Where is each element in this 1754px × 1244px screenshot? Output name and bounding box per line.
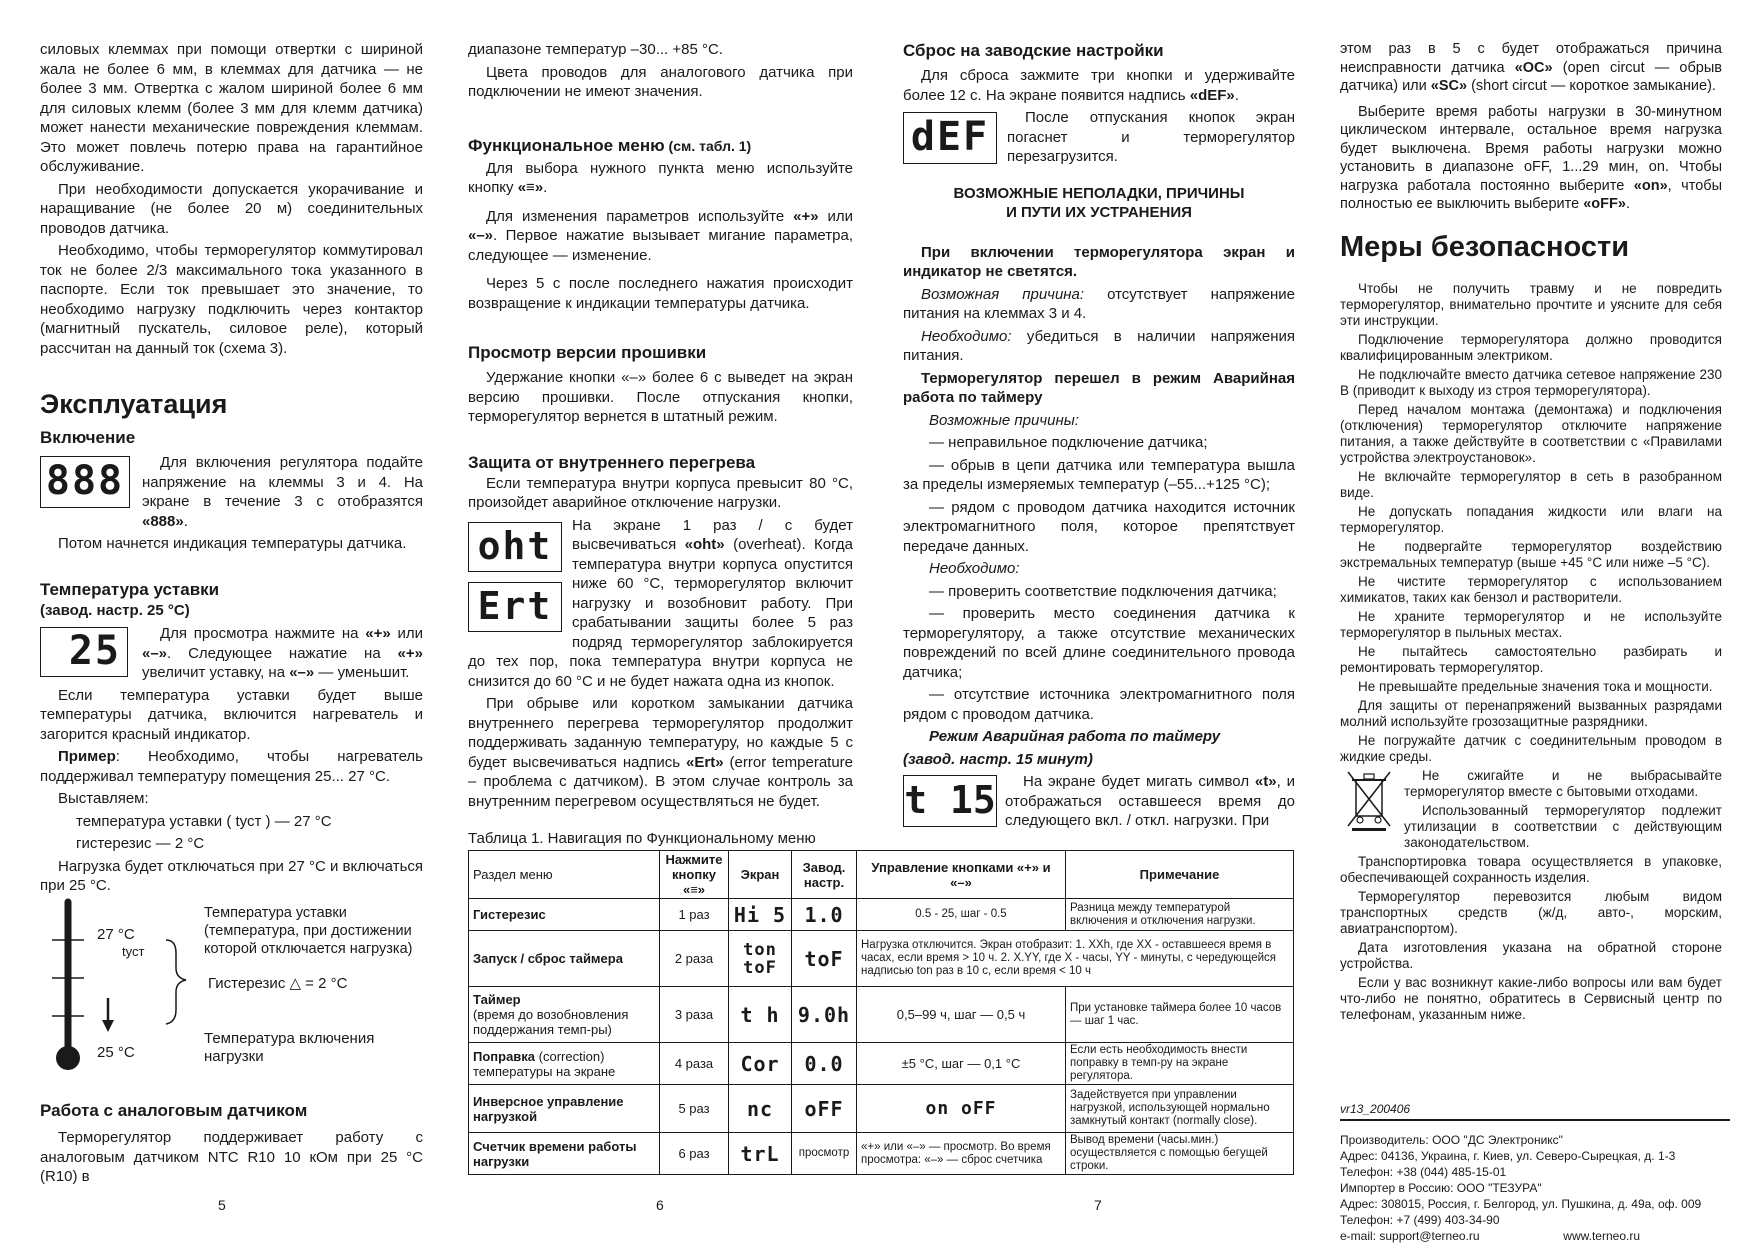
th-note: Примечание — [1066, 851, 1294, 899]
t3-p-b: «t» — [1254, 773, 1277, 790]
t1-cause: отсутствует напряжение питания на клеммах 3 и 4. — [903, 285, 1295, 322]
example-label: Пример — [58, 748, 116, 765]
p1a: этом раз в 5 с будет отображаться причина неисправности датчика — [1340, 41, 1722, 76]
power-on-text2: Потом начнется индикация температуры датчика. — [58, 535, 407, 552]
table-row — [469, 1043, 1294, 1085]
p2c: , чтобы полностью ее выключить выберите — [1340, 177, 1722, 212]
menu-p2c: или — [818, 207, 853, 225]
safety-4: Перед началом монтажа (демонтажа) и подключения (отключения) терморегулятор отключите напряжение питания, а также действуйте в соответствии с «Правилами устройства электроустановок». — [1340, 401, 1722, 465]
th-press: Нажмите кнопку «≡» — [660, 851, 729, 899]
trouble-2-need-label: Необходимо: — [929, 560, 1020, 577]
menu-p1a: Для выбора нужного пункта меню используйте кнопку — [468, 159, 853, 196]
heading-power-on: Включение — [40, 428, 136, 447]
row-screen: t h — [729, 987, 792, 1043]
p2d: «oFF» — [1583, 196, 1626, 212]
reset-text-1 — [903, 66, 1295, 105]
therm-label-on: Температура включения нагрузки — [204, 1030, 375, 1065]
trouble-3-text — [1005, 772, 1295, 831]
table-row — [469, 899, 1294, 931]
row-name-sub: (время до возобновления поддержания темп-ры) — [473, 1007, 629, 1037]
setpoint-text2: Если температура уставки будет выше температуры датчика, включится нагреватель и загорится красный индикатор. — [40, 686, 423, 743]
ovh-p2c: (overheat). Когда температура внутри корпуса опустится ниже 60 °С, терморегулятор включит нагрузку и возобновит работу. При срабатывании защиты более 5 раз подряд терморегулятор заблокируется до тех пор, пока температура внутри корпуса не снизится до 60 °С и не будет нажата одна из кнопок. — [468, 536, 853, 690]
setpoint-text — [142, 624, 423, 683]
safety-18: Дата изготовления указана на обратной стороне устройства. — [1340, 939, 1722, 971]
trouble-3-title-1: Режим Аварийная работа по таймеру — [929, 728, 1221, 745]
row-press: 2 раза — [660, 931, 729, 987]
trouble-1-cause — [903, 285, 1295, 324]
row-screen: Hi 5 — [729, 899, 792, 931]
trouble-2-cause-2: — обрыв в цепи датчика или температура вышла за пределы измеряемых температур (–55...+125 °С); — [903, 456, 1295, 493]
display-ert: Ert — [468, 582, 562, 632]
example-text — [40, 747, 423, 786]
overheat-text-3 — [468, 694, 853, 811]
safety-5: Не включайте терморегулятор в сеть в разобранном виде. — [1340, 468, 1722, 500]
safety-6: Не допускать попадания жидкости или влаги на терморегулятор. — [1340, 503, 1722, 535]
trouble-2-cause-1: — неправильное подключение датчика; — [929, 434, 1208, 451]
row-name: Гистерезис — [469, 899, 660, 931]
wires-paragraph: Цвета проводов для аналогового датчика при подключении не имеют значения. — [468, 63, 853, 100]
trouble-2-need-1: — проверить соответствие подключения датчика; — [929, 582, 1277, 600]
therm-27: 27 °С — [97, 926, 135, 943]
heading-trouble-2: И ПУТИ ИХ УСТРАНЕНИЯ — [1006, 204, 1192, 221]
manufacturer-block — [1340, 1132, 1730, 1244]
load-text: Нагрузка будет отключаться при 27 °С и включаться при 25 °С. — [40, 857, 424, 894]
menu-p2e: . Первое нажатие вызывает мигание параметра, следующее — изменение. — [468, 227, 853, 264]
therm-25: 25 °С — [97, 1044, 135, 1061]
row-control: 0,5–99 ч, шаг — 0,5 ч — [857, 987, 1066, 1043]
display-888: 888 — [40, 456, 130, 508]
extension-paragraph: При необходимости допускается укорачивание и наращивание (не более 20 м) соединительных проводов датчика. — [40, 180, 423, 237]
mfg-website[interactable]: www.terneo.ru — [1563, 1229, 1640, 1243]
row-name: Инверсное управление нагрузкой — [469, 1085, 660, 1133]
safety-19: Если у вас возникнут какие-либо вопросы или вам будет что-либо не понятно, обратитесь в Сервисный центр по телефонам, указанным ниже. — [1340, 974, 1722, 1022]
heading-exploitation: Эксплуатация — [40, 389, 228, 419]
recycle-bin-crossed-icon — [1344, 770, 1394, 832]
t1-need: убедиться в наличии напряжения питания. — [903, 327, 1295, 364]
display-oht: oht — [468, 522, 562, 572]
row-control: Нагрузка отключится. Экран отобразит: 1. XXh, где XX - оставшееся время в часах, если время > 10 ч. 2. X.YY, где X - часы, YY - минуты, с чередующейся надписью ton раз в 10 с, если время < 10 ч — [857, 931, 1294, 987]
power-on-text-a: Для включения регулятора подайте напряжение на клеммы 3 и 4. На экране в течение 3 с отобразятся — [142, 454, 423, 510]
safety-12: Для защиты от перенапряжений вызванных разрядами молний используйте грозозащитные разрядники. — [1340, 697, 1722, 729]
sp-c: . Следующее нажатие на — [167, 644, 398, 662]
menu-table — [468, 850, 1294, 1175]
safety-8: Не чистите терморегулятор с использованием химикатов, таких как бензол и растворители. — [1340, 573, 1722, 605]
page-number-5: 5 — [218, 1197, 226, 1213]
reset-text-2: После отпускания кнопок экран погаснет и терморегулятор перезагрузится. — [1007, 109, 1295, 165]
heading-menu-ref: (см. табл. 1) — [664, 137, 752, 154]
safety-15: Использованный терморегулятор подлежит утилизации в соответствии с действующим законодательством. — [1404, 802, 1722, 850]
mfg-line-6: Телефон: +7 (499) 403-34-90 — [1340, 1213, 1500, 1227]
row-press: 3 раза — [660, 987, 729, 1043]
page-7-column — [903, 40, 1295, 834]
ovh-p2a: На экране 1 раз / с будет высвечиваться — [572, 516, 853, 553]
table-caption: Таблица 1. Навигация по Функциональному меню — [468, 830, 816, 847]
page-number-7: 7 — [1094, 1197, 1102, 1213]
menu-p2a: Для изменения параметров используйте — [486, 207, 794, 225]
p1b: «OC» — [1514, 59, 1553, 76]
set-line-2: гистерезис — 2 °С — [76, 835, 205, 852]
firmware-text: Удержание кнопки «–» более 6 с выведет на экран версию прошивки. После отпускания кнопки, терморегулятор вернется в штатный режим. — [468, 369, 853, 425]
t3-p-a: На экране будет мигать символ — [1023, 773, 1255, 790]
row-press: 4 раза — [660, 1043, 729, 1085]
row-default: просмотр — [792, 1133, 857, 1175]
p1e: (short circut — короткое замыкание). — [1467, 78, 1716, 94]
safety-11: Не превышайте предельные значения тока и мощности. — [1358, 678, 1713, 694]
power-on-888: «888» — [142, 512, 184, 530]
row-name: Поправка — [473, 1048, 536, 1064]
menu-p1b: «≡» — [517, 179, 544, 196]
menu-p2b: «+» — [793, 207, 819, 225]
analog-section — [40, 1100, 423, 1190]
menu-p1c: . — [543, 179, 548, 196]
safety-14: Не сжигайте и не выбрасывайте терморегулятор вместе с бытовыми отходами. — [1404, 767, 1722, 799]
row-note: Вывод времени (часы.мин.) осуществляется с помощью бегущей строки. — [1066, 1133, 1294, 1175]
heading-safety: Меры безопасности — [1340, 230, 1630, 263]
reset-p1b: «dEF» — [1189, 86, 1235, 104]
row-default: toF — [792, 931, 857, 987]
safety-10: Не пытайтесь самостоятельно разбирать и ремонтировать терморегулятор. — [1340, 643, 1722, 675]
mfg-line-3: Телефон: +38 (044) 485-15-01 — [1340, 1165, 1507, 1179]
heading-setpoint: Температура уставки — [40, 579, 220, 599]
trouble-2-causes-label: Возможные причины: — [929, 411, 1079, 429]
current-paragraph: Необходимо, чтобы терморегулятор коммутировал ток не более 2/3 максимального тока указанного в паспорте. Если ток превышает это значение, то необходимо нагрузку подключить через контактор (магнитный пускатель, силовое реле), который рассчитан на данный ток (схема 3). — [40, 242, 423, 357]
row-press: 1 раз — [660, 899, 729, 931]
heading-menu — [468, 135, 853, 157]
row-screen: Cor — [729, 1043, 792, 1085]
row-name-sub: (correction) температуры на экране — [473, 1048, 616, 1079]
heading-overheat: Защита от внутреннего перегрева — [468, 452, 756, 472]
example-body: : Необходимо, чтобы нагреватель поддерживал температуру помещения 25... 27 °С. — [40, 748, 423, 785]
row-screen: trL — [729, 1133, 792, 1175]
therm-tust: tуст — [122, 944, 145, 959]
row-name: Счетчик времени работы нагрузки — [469, 1133, 660, 1175]
row-screen: nc — [729, 1085, 792, 1133]
menu-text-1 — [468, 159, 853, 198]
display-def: dEF — [903, 112, 997, 164]
row-press: 5 раз — [660, 1085, 729, 1133]
therm-label-hysteresis: Гистерезис △ = 2 °С — [208, 975, 348, 992]
row-screen: ton toF — [729, 931, 792, 987]
row-note: Если есть необходимость внести поправку в темп-ру на экране регулятора. — [1066, 1043, 1294, 1085]
back-column — [1340, 40, 1722, 1026]
table-row — [469, 1085, 1294, 1133]
load-time-text — [1340, 103, 1722, 214]
ovh-p3c: (error temperature – проблема с датчиком). В этом случае контроль за внутренним перегревом осуществляться не будет. — [468, 753, 854, 810]
th-section: Раздел меню — [469, 851, 660, 899]
row-control: ±5 °С, шаг — 0,1 °С — [857, 1043, 1066, 1085]
trouble-1-need — [903, 327, 1295, 366]
sp-d: увеличит уставку, на — [142, 664, 290, 681]
row-default: 0.0 — [792, 1043, 857, 1085]
display-t15: t 15 — [903, 775, 997, 827]
mfg-line-1: Производитель: ООО "ДС Электроникс" — [1340, 1133, 1563, 1147]
page-6-column — [468, 40, 853, 814]
footer-divider — [1340, 1119, 1730, 1121]
table-header-row — [469, 851, 1294, 899]
heading-trouble-1: ВОЗМОЖНЫЕ НЕПОЛАДКИ, ПРИЧИНЫ — [953, 184, 1245, 202]
safety-16: Транспортировка товара осуществляется в упаковке, обеспечивающей сохранность изделия. — [1340, 853, 1722, 885]
setpoint-factory: (завод. настр. 25 °С) — [40, 601, 190, 619]
sp-e: — уменьшит. — [314, 664, 410, 681]
safety-2: Подключение терморегулятора должно проводится квалифицированным электриком. — [1340, 331, 1722, 363]
thermometer-diagram — [40, 898, 423, 1078]
page-number-6: 6 — [656, 1197, 664, 1213]
ovh-p2b: «oht» — [684, 536, 725, 553]
mfg-line-5: Адрес: 308015, Россия, г. Белгород, ул. Пушкина, д. 49а, оф. 009 — [1340, 1197, 1702, 1211]
sp-minus2: «–» — [289, 664, 315, 681]
set-label: Выставляем: — [58, 790, 149, 807]
heading-analog: Работа с аналоговым датчиком — [40, 1101, 308, 1120]
safety-17: Терморегулятор перевозится любым видом транспортных средств (ж/д, авто-, морским, авиатранспортом). — [1340, 888, 1722, 936]
sp-a: Для просмотра нажмите на — [160, 625, 366, 642]
row-name-cell — [469, 1043, 660, 1085]
th-control: Управление кнопками «+» и «–» — [857, 851, 1066, 899]
th-screen: Экран — [729, 851, 792, 899]
row-default: 9.0h — [792, 987, 857, 1043]
row-note: Задействуется при управлении нагрузкой, использующей нормально замкнутый контакт (normally close). — [1066, 1085, 1294, 1133]
p2a: Выберите время работы нагрузки в 30-минутном циклическом интервале, остальное время нагрузка будет выключена. Время работы нагрузки можно установить в диапазоне oFF, 1...29 мин, on. Чтобы нагрузка работала постоянно выберите — [1340, 103, 1722, 194]
t1-cause-label: Возможная причина: — [921, 285, 1085, 303]
mfg-line-4: Импортер в Россию: ООО "ТЕЗУРА" — [1340, 1181, 1542, 1195]
ovh-p3a: При обрыве или коротком замыкании датчика внутреннего перегрева терморегулятор продолжит поддерживать заданную температуру, но каждые 5 с будет высвечиваться надпись — [468, 695, 853, 771]
power-on-text-c: . — [183, 512, 188, 530]
t1-need-label: Необходимо: — [921, 327, 1012, 345]
table-row — [469, 931, 1294, 987]
row-default: oFF — [792, 1085, 857, 1133]
sp-plus: «+» — [365, 625, 391, 642]
reset-p1a: Для сброса зажмите три кнопки и удерживайте более 12 с. На экране появится надпись — [903, 67, 1295, 104]
safety-9: Не храните терморегулятор и не используйте терморегулятор в пыльных местах. — [1340, 608, 1722, 640]
cont-paragraph: силовых клеммах при помощи отвертки с шириной жала не более 6 мм, в клеммах для датчика — не более 3 мм. Отвертка с жалом шириной более 6 мм для силовых клемм (более 3 мм для клемм датчика) может нанести механические повреждения клеммам. Это может повлечь потерю права на гарантийное обслуживание. — [40, 41, 423, 175]
p2b: «on» — [1633, 177, 1668, 194]
row-name-cell — [469, 987, 660, 1043]
row-default: 1.0 — [792, 899, 857, 931]
row-control: 0.5 - 25, шаг - 0.5 — [857, 899, 1066, 931]
set-line-1: температура уставки ( tуст ) — 27 °С — [76, 812, 332, 830]
range-paragraph: диапазоне температур –30... +85 °С. — [468, 41, 723, 58]
row-note: Разница между температурой включения и отключения нагрузки. — [1066, 899, 1294, 931]
sp-plus2: «+» — [397, 644, 423, 662]
power-on-text — [142, 453, 423, 531]
heading-firmware: Просмотр версии прошивки — [468, 343, 707, 362]
analog-text: Терморегулятор поддерживает работу с аналоговым датчиком NTC R10 10 кОм при 25 °С (R10) в — [40, 1129, 423, 1185]
ovh-p3b: «Ert» — [686, 753, 724, 771]
p1c: (open circut — обрыв датчика) или — [1340, 59, 1722, 94]
row-press: 6 раз — [660, 1133, 729, 1175]
row-control: on oFF — [857, 1085, 1066, 1133]
menu-p2d: «–» — [468, 227, 494, 244]
trouble-2-title: Терморегулятор перешел в режим Аварийная работа по таймеру — [903, 369, 1295, 406]
row-name: Запуск / сброс таймера — [469, 931, 660, 987]
sp-minus: «–» — [142, 644, 168, 662]
table-row — [469, 1133, 1294, 1175]
row-control: «+» или «–» — просмотр. Во время просмотра: «–» — сброс счетчика — [857, 1133, 1066, 1175]
th-default: Завод. настр. — [792, 851, 857, 899]
mfg-email[interactable]: e-mail: support@terneo.ru — [1340, 1229, 1480, 1243]
p1d: «SC» — [1430, 78, 1468, 94]
menu-text-2 — [468, 207, 853, 266]
safety-13: Не погружайте датчик с соединительным проводом в жидкие среды. — [1340, 732, 1722, 764]
trouble-2-need-2: — проверить место соединения датчика к терморегулятору, а также отсутствие механических повреждений по всей длине соединительного провода датчика; — [903, 605, 1295, 681]
reset-p1c: . — [1234, 86, 1239, 104]
heading-menu-main: Функциональное меню — [468, 135, 665, 155]
menu-text-3: Через 5 с после последнего нажатия происходит возвращение к индикации температуры датчика. — [468, 275, 853, 312]
therm-label-setpoint: Температура уставки (температура, при достижении которой отключается нагрузка) — [204, 905, 413, 957]
row-name: Таймер — [473, 992, 521, 1007]
heading-reset: Сброс на заводские настройки — [903, 41, 1164, 60]
mfg-line-2: Адрес: 04136, Украина, г. Киев, ул. Северо-Сырецкая, д. 1-3 — [1340, 1149, 1676, 1163]
p2e: . — [1625, 196, 1630, 212]
page-5-column — [40, 40, 423, 899]
trouble-2-cause-3: — рядом с проводом датчика находится источник электромагнитного поля, которое препятствует передаче данных. — [903, 498, 1295, 555]
trouble-1-title: При включении терморегулятора экран и индикатор не светятся. — [903, 243, 1295, 280]
trouble-3-title-2: (завод. настр. 15 минут) — [903, 750, 1093, 768]
t3-p-c: , и отображаться оставшееся время до следующего вкл. / откл. нагрузки. При — [1005, 773, 1295, 829]
safety-3: Не подключайте вместо датчика сетевое напряжение 230 В (приводит к выходу из строя терморегулятора). — [1340, 366, 1722, 398]
sp-b: или — [390, 625, 423, 642]
table-row — [469, 987, 1294, 1043]
safety-7: Не подвергайте терморегулятор воздействию экстремальных температур (выше +45 °С или ниже –5 °С). — [1340, 538, 1722, 570]
row-note: При установке таймера более 10 часов — шаг 1 час. — [1066, 987, 1294, 1043]
overheat-text-1: Если температура внутри корпуса превысит 80 °С, произойдет аварийное отключение нагрузки. — [468, 474, 853, 511]
display-25: 25 — [40, 627, 128, 677]
fault-reason-text — [1340, 40, 1722, 96]
version-label: vr13_200406 — [1340, 1102, 1411, 1116]
trouble-2-need-3: — отсутствие источника электромагнитного поля рядом с проводом датчика. — [903, 686, 1295, 723]
safety-1: Чтобы не получить травму и не повредить терморегулятор, внимательно прочтите и уясните для себя эти инструкции. — [1340, 280, 1722, 328]
